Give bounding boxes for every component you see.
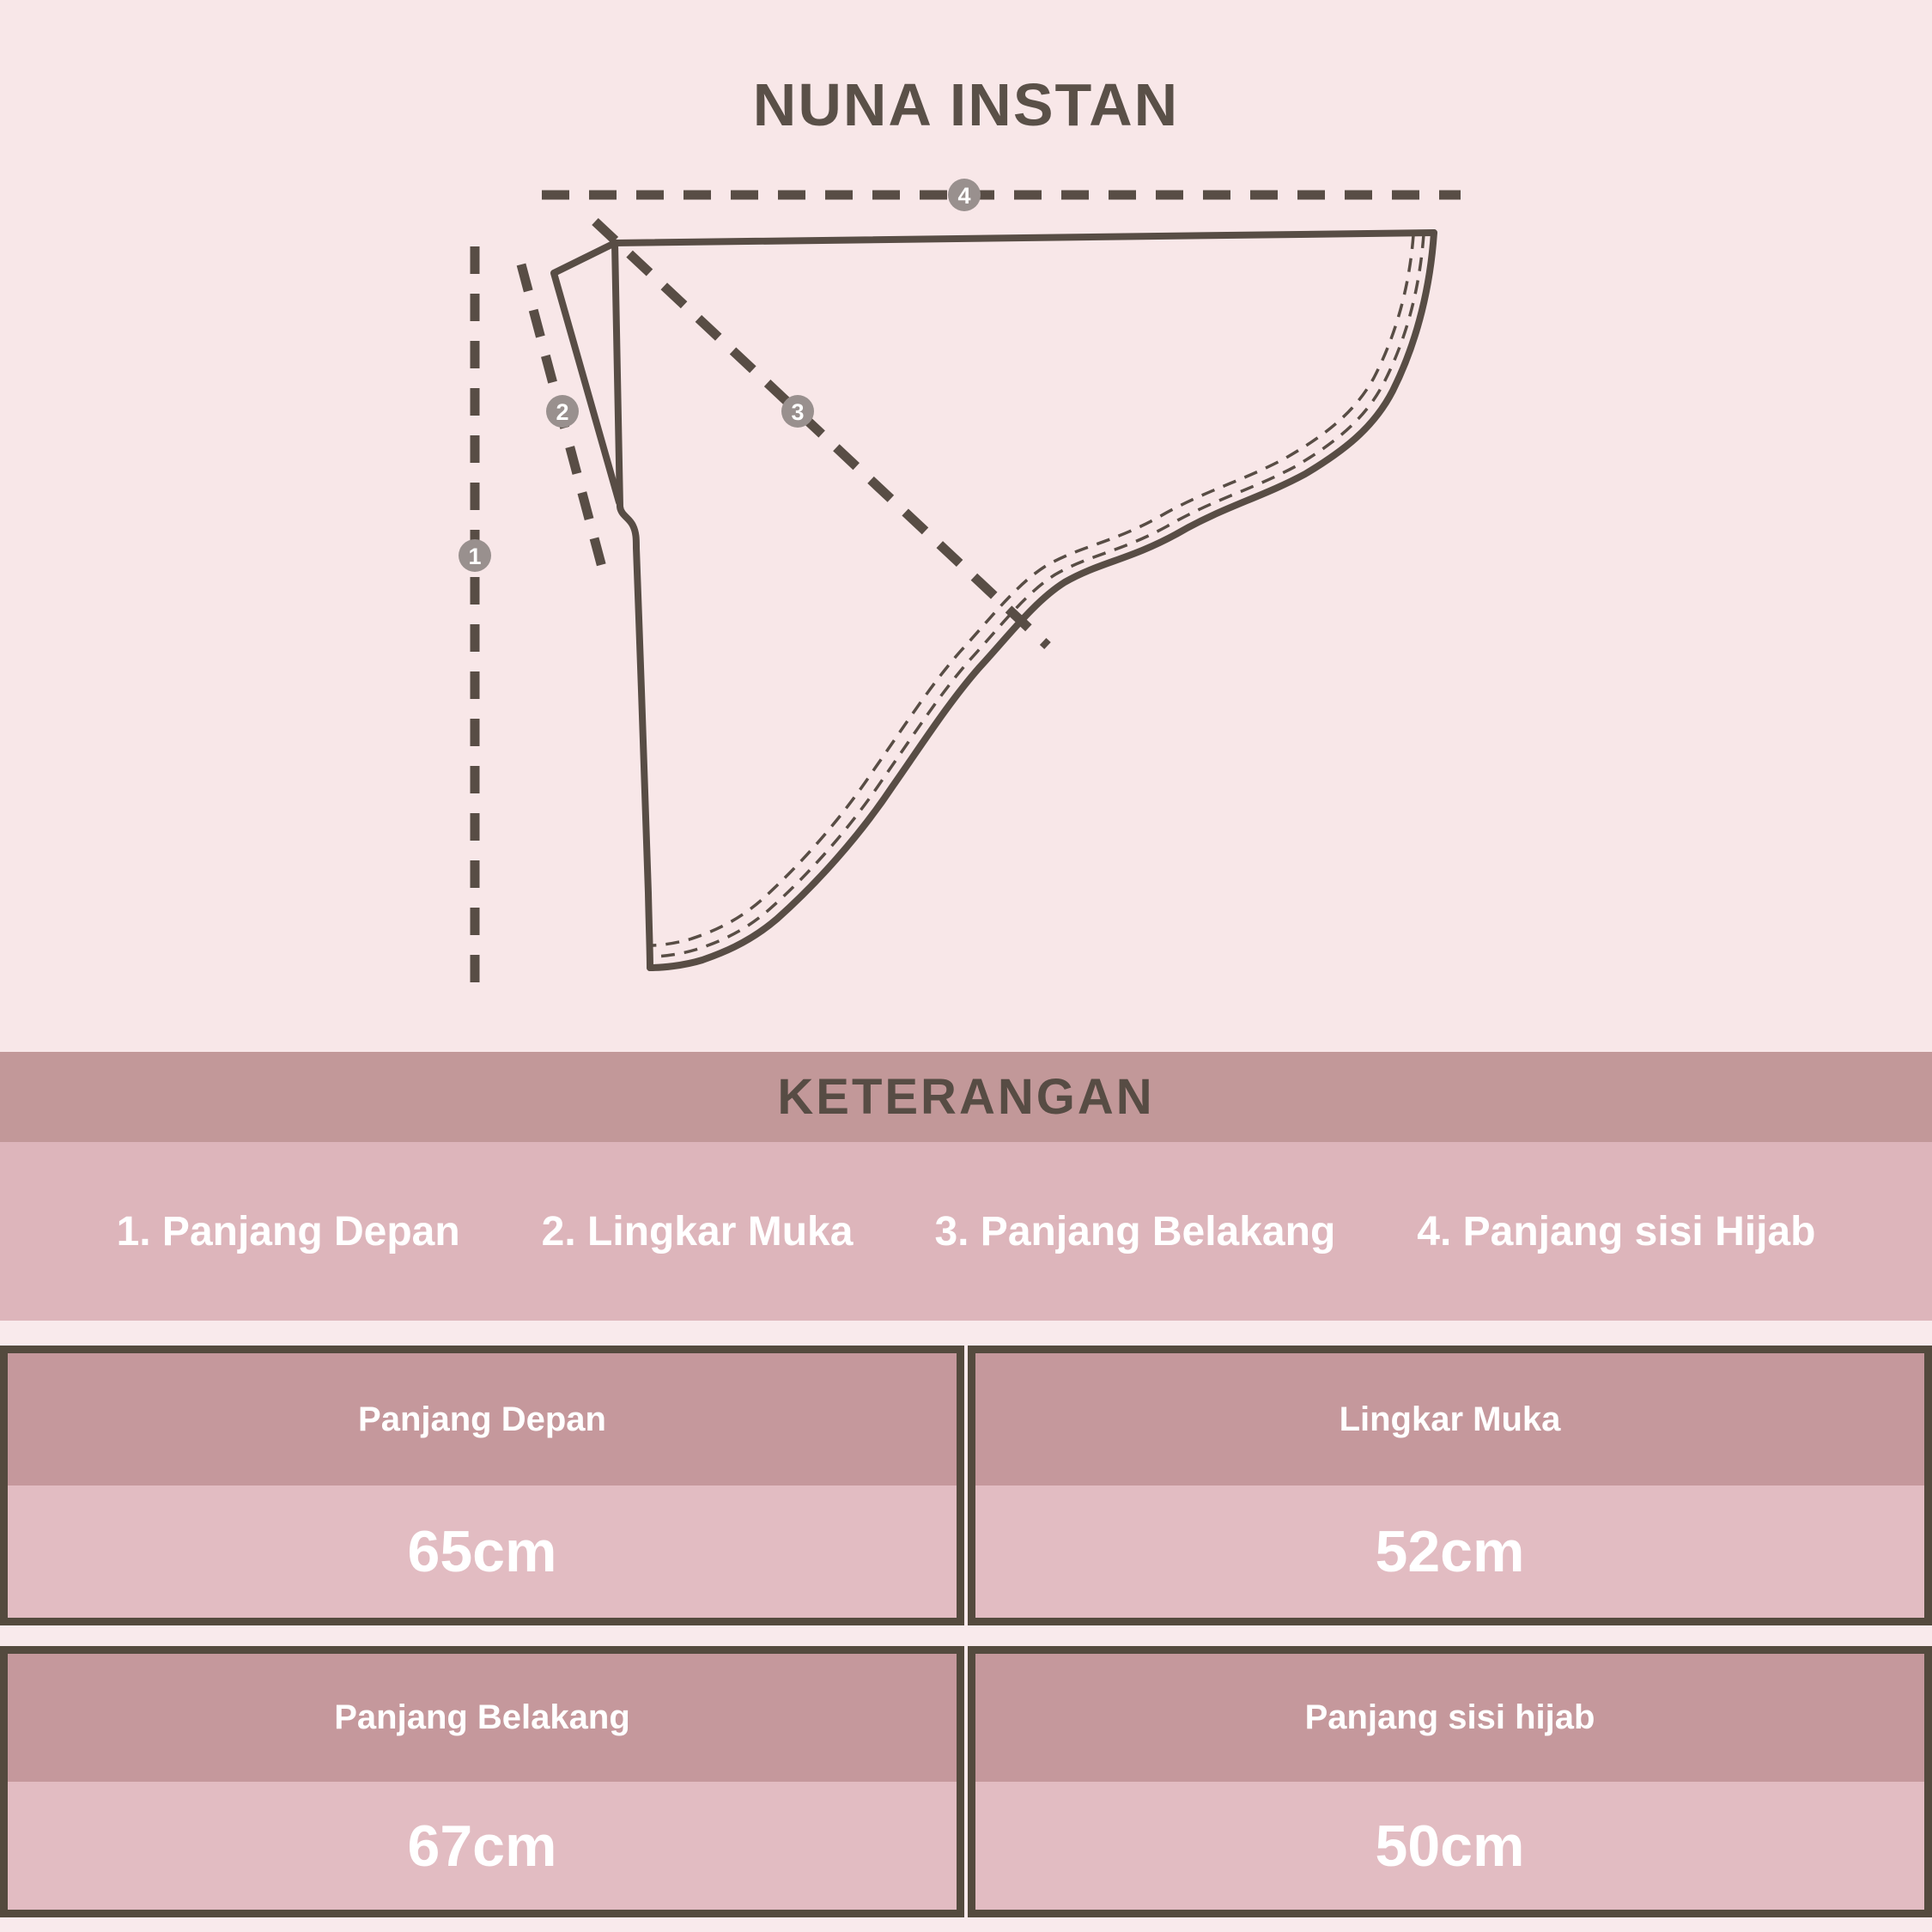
measurement-value-cell: [975, 1782, 1924, 1910]
marker-3-number: 3: [791, 399, 805, 425]
measure-line-3: [595, 222, 1048, 646]
measurement-value-cell: [8, 1485, 957, 1618]
measurement-label-cell: [8, 1654, 957, 1782]
hijab-outline: [554, 233, 1434, 968]
keterangan-band: [0, 1052, 1932, 1142]
divider-strip-bottom: [0, 1917, 1932, 1932]
legend-band: [0, 1142, 1932, 1321]
marker-2: [546, 395, 579, 428]
measurement-value: 50cm: [1375, 1813, 1525, 1879]
marker-3: [781, 395, 814, 428]
measurement-value: 52cm: [1375, 1519, 1525, 1584]
hijab-front-edge: [615, 243, 650, 968]
measurement-label: Panjang Belakang: [334, 1698, 630, 1736]
measurement-cell-panjang-depan: [0, 1346, 964, 1625]
measurement-cell-panjang-belakang: [0, 1646, 964, 1917]
marker-2-number: 2: [556, 399, 569, 425]
marker-4-number: 4: [957, 183, 971, 209]
table-row-2: [0, 1646, 1932, 1917]
legend-item-panjang-sisi-hijab: 4. Panjang sisi Hijab: [1417, 1208, 1816, 1255]
legend-item-panjang-belakang: 3. Panjang Belakang: [934, 1208, 1336, 1255]
measurement-label-cell: [975, 1654, 1924, 1782]
marker-4: [948, 179, 981, 211]
stitch-line-inner: [651, 235, 1413, 945]
legend-item-lingkar-muka: 2. Lingkar Muka: [541, 1208, 854, 1255]
table-row-1: [0, 1346, 1932, 1625]
hijab-top-edge: [615, 233, 1434, 243]
measurement-value: 67cm: [407, 1813, 557, 1879]
divider-strip-middle: [0, 1625, 1932, 1646]
measurement-label-cell: [8, 1353, 957, 1485]
divider-strip-top: [0, 1321, 1932, 1346]
measurement-value-cell: [975, 1485, 1924, 1618]
page-title: NUNA INSTAN: [752, 71, 1180, 138]
measurement-value-cell: [8, 1782, 957, 1910]
hijab-dart-wing: [554, 243, 619, 502]
measurement-label: Panjang Depan: [358, 1400, 606, 1438]
hijab-back-curve: [650, 233, 1434, 968]
measurement-cell-panjang-sisi-hijab: [968, 1646, 1932, 1917]
measurement-label-cell: [975, 1353, 1924, 1485]
marker-1-number: 1: [468, 544, 482, 569]
keterangan-title: KETERANGAN: [777, 1069, 1155, 1125]
measurement-label: Lingkar Muka: [1339, 1400, 1561, 1438]
legend-item-panjang-depan: 1. Panjang Depan: [116, 1208, 460, 1255]
marker-1: [459, 539, 491, 572]
measurement-cell-lingkar-muka: [968, 1346, 1932, 1625]
measurement-value: 65cm: [407, 1519, 557, 1584]
measurement-table: [0, 1346, 1932, 1917]
measurement-label: Panjang sisi hijab: [1304, 1698, 1595, 1736]
stitch-line-outer: [651, 234, 1424, 957]
